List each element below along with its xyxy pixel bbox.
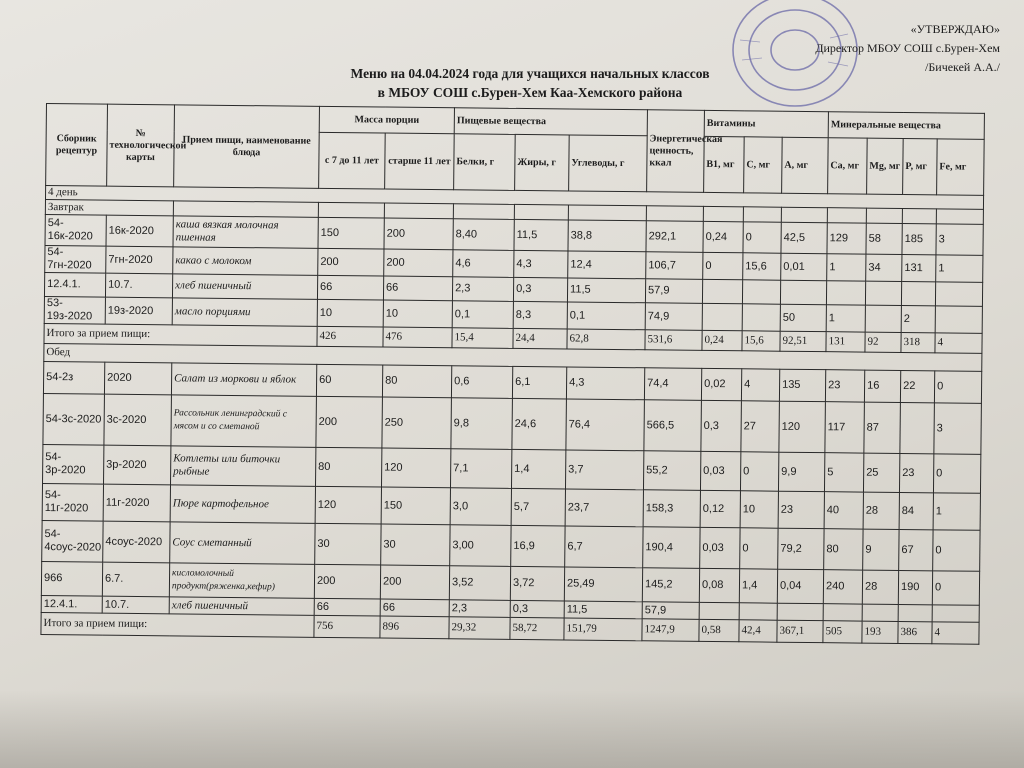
table-cell [862,604,898,621]
table-cell: 117 [825,402,865,453]
table-cell: 3р-2020 [104,445,171,485]
table-cell: 0,3 [701,400,742,451]
table-cell: 87 [864,402,901,453]
table-cell: 50 [780,304,826,331]
table-cell: 131 [902,254,936,281]
table-cell: 4,3 [514,250,568,278]
table-cell: 0 [934,454,981,493]
table-cell: 23 [900,453,934,492]
table-cell: 120 [381,448,450,488]
table-cell: 1 [933,493,980,530]
table-cell: 12.4.1. [41,595,102,613]
table-cell: 42,5 [781,222,827,253]
table-cell: 10 [317,299,383,327]
table-cell: 74,4 [644,368,701,401]
header-meal-name: Прием пищи, наименование блюда [174,105,320,189]
header-carbs: Углеводы, г [569,135,648,192]
table-cell: 25,49 [564,567,642,602]
table-cell: 54-7гн-2020 [45,245,106,273]
table-cell: 30 [315,523,381,565]
table-cell: 2,3 [449,600,510,618]
table-cell: 0,01 [781,253,827,280]
section-lunch: Обед [44,343,982,371]
menu-table [40,103,985,645]
section-breakfast: Завтрак [45,199,173,215]
total-cell: 386 [898,621,932,643]
total-cell: 505 [823,621,862,643]
table-cell: 25 [864,453,900,492]
table-cell: 54-4соус-2020 [42,520,103,562]
table-cell [901,281,935,305]
table-cell: 292,1 [646,221,703,253]
header-ca: Ca, мг [828,138,868,194]
table-cell: 0,24 [703,221,743,252]
table-cell: 190 [898,570,932,604]
total-cell: 896 [380,616,449,639]
dish-name: Салат из моркови и яблок [171,363,316,397]
dish-name: Котлеты или биточки рыбные [171,446,316,487]
total-cell: 4 [935,333,982,353]
header-fe: Fe, мг [937,139,985,195]
total-cell: 0,58 [699,619,739,641]
table-cell: 1,4 [512,449,566,489]
table-cell: 66 [380,599,449,617]
dish-name: Пюре картофельное [170,485,315,524]
table-cell: 200 [318,248,384,276]
table-cell: 966 [41,561,102,596]
table-cell: 10 [740,491,778,528]
header-mg: Mg, мг [867,138,904,194]
table-cell: 23 [825,370,864,402]
day-label: 4 день [45,186,983,210]
table-cell: 16к-2020 [106,215,173,247]
table-cell: 0,1 [452,301,513,329]
header-portion: Масса порции [319,106,454,133]
table-cell: 55,2 [643,451,700,491]
table-cell: 38,8 [568,220,646,252]
table-cell: 0,3 [510,600,564,618]
table-cell [823,604,862,621]
dish-name: хлеб пшеничный [169,597,314,616]
table-cell: 22 [900,370,934,402]
table-cell: 11,5 [514,219,568,251]
table-cell: 3,00 [450,525,511,567]
table-cell: 9 [863,529,899,570]
table-cell: 200 [384,249,453,277]
table-cell: 40 [824,492,863,529]
table-cell: 1,4 [739,569,777,603]
table-cell: 158,3 [643,490,700,528]
header-vit-a: А, мг [782,137,829,193]
table-cell: 8,3 [513,301,567,329]
table-cell: 67 [899,529,933,570]
table-cell: 4соус-2020 [103,521,170,563]
table-cell: 58 [866,223,902,254]
table-cell: 23 [778,491,824,528]
table-cell: 0 [740,528,778,569]
total-cell: 193 [862,621,898,643]
table-cell: 200 [380,565,449,600]
table-cell: 185 [902,223,936,254]
header-vitamins: Витамины [704,110,828,137]
approval-signature: /Бичекей А.А./ [925,60,1000,74]
total-cell: 151,79 [564,618,642,641]
total-cell: 1247,9 [642,619,699,642]
table-cell: 3с-2020 [104,394,172,446]
header-vit-c: С, мг [744,137,783,193]
total-cell: 92 [865,332,901,352]
table-cell [702,279,742,303]
table-cell: 54-11г-2020 [42,483,103,521]
table-cell: 23,7 [565,489,643,527]
table-cell [865,281,901,305]
table-cell [935,306,982,333]
table-cell: 6.7. [102,562,169,597]
table-cell: 120 [315,486,381,524]
total-cell: 0,24 [702,330,742,350]
table-cell: 2,3 [452,277,513,302]
table-cell: 2 [901,305,935,332]
table-cell: 10 [383,300,452,328]
table-cell: 145,2 [642,568,699,603]
table-cell: 0,03 [700,451,740,490]
table-cell: 9,8 [451,398,513,450]
total-cell: 42,4 [739,620,777,642]
table-cell: 250 [382,397,452,449]
header-age-over-11: старше 11 лет [385,133,455,190]
table-cell: 150 [381,487,450,525]
table-cell [780,280,826,304]
table-cell [932,605,979,622]
table-cell: 0,08 [699,568,739,602]
table-cell: 5 [825,453,864,492]
table-cell: 7гн-2020 [106,246,173,274]
table-cell: 3,72 [510,566,564,601]
table-cell: 0 [932,571,979,605]
title-line-2: в МБОУ СОШ с.Бурен-Хем Каа-Хемского района [377,85,683,100]
total-cell: 756 [314,615,380,638]
table-cell: 15,6 [743,253,781,280]
total-cell: 131 [826,332,865,352]
header-age-7-11: с 7 до 11 лет [319,132,386,189]
table-cell: 9,9 [778,452,824,491]
table-cell: 76,4 [566,399,645,451]
table-cell: 84 [899,492,933,529]
header-collection: Сборник рецептур [46,104,108,187]
header-minerals: Минеральные вещества [828,112,984,140]
table-cell: 11г-2020 [103,484,170,522]
photo-shadow [0,690,1024,768]
menu-table-body [41,186,984,645]
table-cell: 16,9 [511,525,565,567]
table-cell: 200 [316,396,383,448]
table-cell: 0,04 [777,569,823,603]
table-cell [900,402,935,453]
table-cell: 66 [383,276,452,301]
table-cell: 19з-2020 [105,297,172,325]
approval-heading: «УТВЕРЖДАЮ» [910,22,1000,36]
table-cell: 0 [743,222,781,253]
table-cell: 5,7 [511,488,565,526]
table-cell: 566,5 [644,400,702,452]
table-cell: 53-19з-2020 [44,296,105,324]
table-cell: 10.7. [105,273,172,298]
table-cell [865,305,901,332]
total-cell: 15,4 [452,328,513,349]
total-cell: 4 [932,622,979,644]
table-cell [826,281,865,305]
table-cell [935,282,982,306]
table-cell: 120 [779,401,826,452]
table-cell: 34 [866,254,902,281]
dish-name: каша вязкая молочная пшенная [173,216,318,249]
total-cell: 92,51 [780,331,826,351]
header-nutrients: Пищевые вещества [454,108,647,136]
table-cell: 60 [316,364,382,397]
table-cell: 3 [934,403,982,454]
table-cell: 30 [381,524,450,566]
dish-name: кисломолочный продукт(ряженка,кефир) [169,563,314,599]
table-cell: 4,3 [566,367,644,400]
table-cell: 27 [741,401,780,452]
table-cell [699,602,739,619]
table-cell: 80 [824,529,863,570]
table-cell: 11,5 [567,278,645,303]
total-label: Итого за прием пищи: [41,612,314,637]
table-cell: 0,12 [700,490,740,527]
header-protein: Белки, г [454,134,516,191]
table-cell: 8,40 [453,219,514,251]
table-cell: 200 [384,218,453,250]
table-cell: 28 [863,492,899,529]
total-cell: 476 [383,327,452,348]
dish-name: хлеб пшеничный [172,274,317,300]
header-fat: Жиры, г [515,134,570,191]
dish-name: Рассольник ленинградский с мясом и со сметаной [171,395,317,448]
table-cell: 0 [933,530,980,571]
table-cell: 54-3с-2020 [43,393,105,445]
table-cell: 80 [316,447,382,487]
table-cell: 0,02 [701,368,741,400]
total-cell: 426 [317,326,383,347]
table-cell: 66 [314,598,380,616]
table-cell: 12,4 [568,251,646,279]
table-cell: 11,5 [564,601,642,619]
total-cell: 29,32 [449,617,510,640]
table-cell: 0,1 [567,302,645,330]
table-cell: 3,0 [450,488,511,526]
table-cell: 240 [823,570,862,604]
table-cell: 0,6 [451,366,512,399]
header-energy: Энергетическая ценность, ккал [647,110,705,193]
table-cell: 135 [779,369,825,401]
approval-position: Директор МБОУ СОШ с.Бурен-Хем [815,41,1000,55]
table-cell: 10.7. [102,596,169,614]
table-cell: 0,3 [513,277,567,302]
table-cell: 200 [314,564,380,599]
dish-name: какао с молоком [173,247,318,276]
total-cell: 367,1 [777,620,823,642]
table-cell: 80 [382,365,451,398]
table-cell: 0 [703,252,743,279]
header-techcard: № технологической карты [107,104,175,187]
table-cell: 66 [317,275,383,300]
table-cell [742,280,780,304]
document-title [270,64,790,102]
table-cell [702,303,742,330]
table-cell: 1 [826,305,865,332]
table-cell: 28 [862,570,898,604]
dish-name: Соус сметанный [170,522,315,565]
table-cell: 3,7 [566,450,644,490]
table-cell: 74,9 [645,303,702,331]
table-cell: 54-16к-2020 [45,214,106,246]
table-cell: 16 [864,370,900,402]
table-cell: 12.4.1. [44,272,105,297]
total-cell: 24,4 [513,328,567,349]
total-cell: 318 [901,332,935,352]
table-cell: 106,7 [646,252,703,280]
total-label: Итого за прием пищи: [44,323,317,346]
table-cell [777,603,823,620]
table-cell: 0 [934,371,981,403]
table-cell: 3 [936,224,983,255]
table-cell [898,604,932,621]
table-cell: 6,1 [512,366,566,399]
table-cell: 190,4 [643,527,700,569]
table-cell: 6,7 [565,526,643,568]
table-cell: 0,03 [700,527,740,568]
total-cell: 62,8 [567,329,645,350]
table-cell [742,304,780,331]
total-cell: 531,6 [645,330,702,351]
table-cell: 129 [827,223,866,254]
total-cell: 15,6 [742,331,780,351]
table-cell: 79,2 [778,528,824,569]
header-p: P, мг [903,138,938,194]
table-cell: 1 [827,254,866,281]
title-line-1: Меню на 04.04.2024 года для учащихся начальных классов [350,66,710,81]
table-cell: 4 [741,369,779,401]
table-cell: 57,9 [642,602,699,620]
table-cell: 2020 [104,362,171,395]
table-cell: 7,1 [451,449,512,489]
table-cell: 150 [318,217,384,249]
table-cell: 0 [740,452,778,491]
table-cell: 3,52 [449,566,510,601]
table-cell: 24,6 [512,398,567,450]
table-cell: 57,9 [645,279,702,304]
table-cell [739,603,777,620]
table-cell: 1 [936,255,983,282]
table-cell: 54-2з [43,361,104,394]
dish-name: масло порциями [172,298,317,327]
header-vit-b1: B1, мг [704,136,745,192]
table-cell: 54-3р-2020 [43,444,104,484]
table-cell: 4,6 [453,250,514,278]
total-cell: 58,72 [510,617,564,640]
